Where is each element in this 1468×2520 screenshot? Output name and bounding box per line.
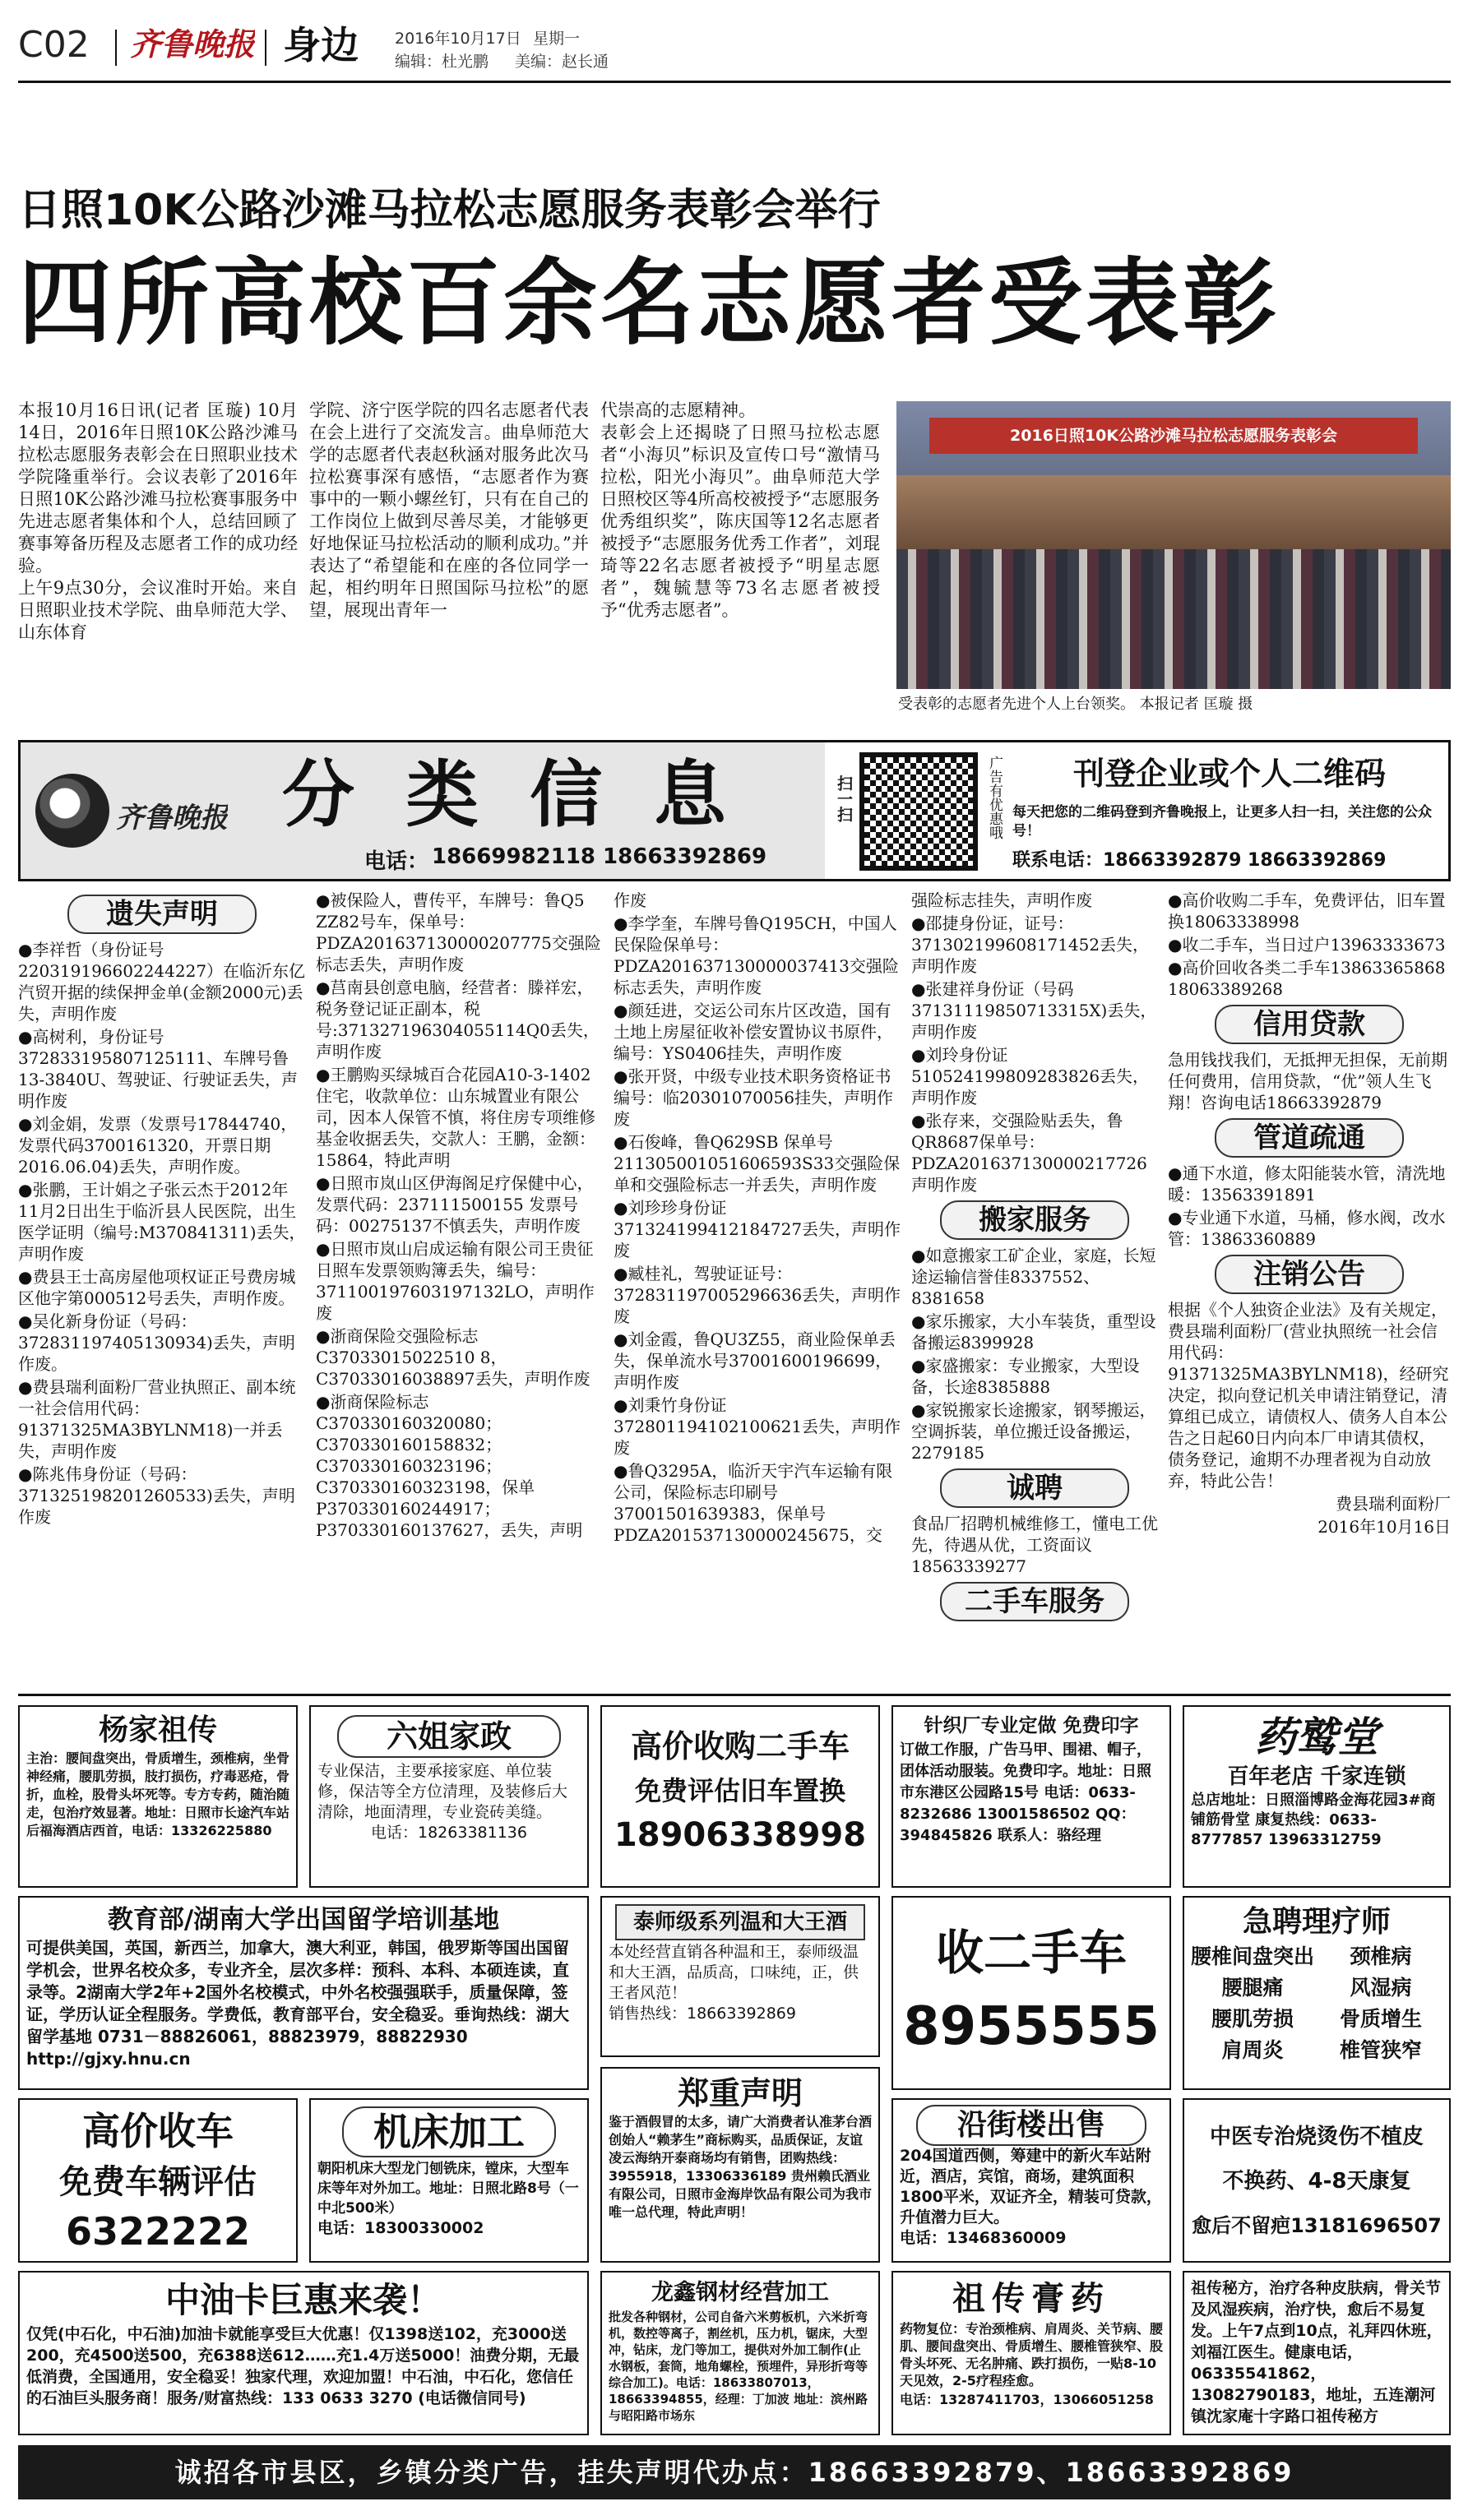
ad-phone: 8955555 (903, 1996, 1160, 2057)
list-item: ●费县王士高房屋他项权证正号费房城区他字第000512号丢失，声明作废。 (18, 1267, 296, 1308)
list-item: ●臧桂礼，驾驶证证号：372831197005296636丢失，声明作废 (614, 1264, 901, 1326)
classified-column-3 (614, 890, 901, 1679)
ad-body: 可提供美国，英国，新西兰，加拿大，澳大利亚，韩国，俄罗斯等国出国留学机会，世界名校众多，专业齐全，层次多样：预科、本科、本硕连读，直录等。2湖南大学2年+2国外名校模式，中外名校强强联手，质量保障，签证，学历认证全程服务。学费低，教育部平台，安全稳妥。垂询热线：湖大留学基地 0731－88826061，88823979，88822930 http://gjxy.hnu.cn (26, 1938, 569, 2069)
ad-plaster (891, 2271, 1171, 2435)
ad-steel (600, 2271, 880, 2435)
ad-burn-treatment (1183, 2098, 1451, 2263)
list-item: 强险标志挂失，声明作废 (911, 890, 1092, 910)
issue-date: 2016年10月17日 (395, 30, 521, 48)
ad-title: 泰师级系列温和大王酒 (615, 1904, 865, 1940)
ad-title: 祖传膏药 (952, 2280, 1110, 2318)
list-item: ●邵捷身份证，证号：371302199608171452丢失，声明作废 (911, 913, 1150, 976)
classified-column-2 (316, 890, 604, 1679)
newspaper-logo-icon (35, 774, 109, 848)
photo-caption: 受表彰的志愿者先进个人上台领奖。 本报记者 匡璇 摄 (898, 696, 1253, 713)
ad-street-building (891, 2098, 1171, 2263)
list-item: ●浙商保险交强险标志C37033015022510 8，C37033016038897丢失，声明作废 (316, 1326, 590, 1389)
list-item: ●刘玲身份证510524199809283826丢失，声明作废 (911, 1045, 1150, 1107)
list-item: ●收二手车，当日过户13963333673 (1168, 935, 1446, 955)
ad-line-3: 愈后不留疤13181696507 (1192, 2214, 1442, 2237)
classified-column-1 (18, 890, 306, 1679)
ad-body: 204国道西侧，筹建中的新火车站附近，酒店，宾馆，商场，建筑面积1800平米，双证齐全，精装可贷款，升值潜力巨大。 (900, 2147, 1162, 2226)
ad-title: 郑重声明 (677, 2075, 803, 2111)
ad-item: 颈椎病 (1350, 1944, 1412, 1968)
list-item: ●专业通下水道，马桶，修水阀，改水管：13863360889 (1168, 1208, 1446, 1249)
ad-line-1: 高价收车 (82, 2109, 234, 2153)
article-kicker: 日照10K公路沙滩马拉松志愿服务表彰会举行 (18, 186, 881, 235)
list-item: ●陈兆伟身份证（号码：371325198201260533)丢失，声明作废 (18, 1464, 295, 1527)
classified-logo-text: 齐鲁晚报 (116, 802, 228, 835)
ad-title: 龙鑫钢材经营加工 (651, 2280, 829, 2305)
scan-label: 扫一扫 (835, 775, 853, 822)
deregistration-sign: 费县瑞利面粉厂 (1336, 1494, 1451, 1514)
qr-code-icon (859, 752, 978, 871)
ad-solemn-statement (600, 2067, 880, 2263)
ad-body: 仅凭(中石化，中石油)加油卡就能享受巨大优惠！仅1398送102，充3000送200，充4500送500，充6388送612……充1.4万送5000！油费分期，无最低消费，全国通用，安全稳妥！独家代理，欢迎加盟！中石油，中石化，您信任的石油巨头服务商！服务/财富热线：133 0633 3270 (电话微信同号) (26, 2325, 580, 2407)
ad-line-1: 中医专治烧烫伤不植皮 (1209, 2125, 1424, 2149)
list-item: ●颜廷进，交运公司东片区改造，国有土地上房屋征收补偿安置协议书原件，编号：YS0406挂失，声明作废 (614, 1001, 893, 1063)
ad-body: 主治：腰间盘突出，骨质增生，颈椎病，坐骨神经痛，腰肌劳损，肢打损伤，疗毒恶疮，骨折，血栓，股骨头坏死等。专方专药，随治随走，包治疗效显著。地址：日照市长途汽车站后福海酒店西首，电话：13326225880 (26, 1750, 290, 1838)
ad-machining (309, 2098, 589, 2263)
masthead-divider-2 (265, 30, 266, 66)
ad-buy-used-car-2 (891, 1896, 1171, 2090)
ad-title: 针织厂专业定做 免费印字 (924, 1715, 1139, 1736)
list-item: ●如意搬家工矿企业，家庭，长短途运输信誉佳8337552、8381658 (911, 1246, 1156, 1308)
ad-body: 订做工作服，广告马甲、围裙、帽子，团体活动服装。免费印字。地址：日照市东港区公园路15号 电话：0633-8232686 13001586502 QQ：394845826 联系人：骆经理 (900, 1741, 1151, 1844)
photo-stage-banner: 2016日照10K公路沙滩马拉松志愿服务表彰会 (929, 418, 1418, 454)
list-item: ●张建祥身份证（号码37131119850713315X)丢失，声明作废 (911, 979, 1157, 1042)
ad-item: 风湿病 (1350, 1976, 1412, 2000)
hiring-heading: 诚聘 (940, 1468, 1129, 1508)
ad-phone: 电话：13287411703，13066051258 (900, 2392, 1154, 2407)
classified-phone-label: 电话： (364, 849, 429, 874)
lost-notice-heading: 遗失声明 (67, 895, 257, 934)
list-item: ●家盛搬家：专业搬家，大型设备，长途8385888 (911, 1356, 1140, 1397)
credit-loan-heading: 信用贷款 (1215, 1005, 1404, 1044)
ad-line-2: 不换药、4-8天康复 (1222, 2169, 1411, 2194)
ad-sell-car (18, 2098, 298, 2263)
promo-label: 广告有优惠哦 (986, 756, 1003, 839)
list-item: ●日照市岚山区伊海阁足疗保健中心，发票代码：237111500155 发票号码：00275137不慎丢失，声明作废 (316, 1173, 594, 1236)
ad-body: 批发各种钢材，公司自备六米剪板机，六米折弯机，数控等离子，割丝机，压力机，锯床，大型冲，钻床，龙门等加工，提供对外加工制作(止水钢板，套筒，地角螺栓，预埋件，异形折弯等综合加工)。电话：18633807013，18663394855，经理：丁加波 地址：滨州路与昭阳路市场东 (609, 2310, 868, 2423)
list-item: ●日照市岚山启成运输有限公司王贵征日照车发票领购簿丢失，编号：371100197603197132LO，声明作废 (316, 1239, 595, 1323)
page-number: C02 (18, 25, 90, 66)
credit-loan-text: 急用钱找我们，无抵押无担保，无前期任何费用，信用贷款，“优”领人生飞翔！咨询电话18663392879 (1168, 1050, 1447, 1112)
list-item: ●浙商保险标志C370330160320080；C370330160158832；C370330160323196；C370330160323198，保单P370330160244917；P370330160137627，丢失，声明 (316, 1392, 583, 1540)
ad-buy-used-car (600, 1705, 880, 1888)
ad-phone: 电话：13468360009 (900, 2229, 1067, 2247)
ad-title: 沿街楼出售 (916, 2105, 1146, 2146)
designer: 美编：赵长通 (515, 53, 609, 71)
list-item: ●家乐搬家，大小车装货，重型设备搬运8399928 (911, 1311, 1156, 1352)
list-item: ●通下水道，修太阳能装水管，清洗地暖：13563391891 (1168, 1163, 1446, 1205)
editor: 编辑：杜光鹏 (395, 53, 489, 71)
moving-service-heading: 搬家服务 (940, 1200, 1129, 1240)
classified-column-5 (1168, 890, 1451, 1679)
ad-herbal-clinic (1183, 1705, 1451, 1888)
list-item: 作废 (614, 890, 646, 910)
masthead-divider (115, 30, 117, 66)
list-item: ●高价回收各类二手车13863365868 18063389268 (1168, 958, 1446, 999)
hiring-text: 食品厂招聘机械维修工，懂电工优先，待遇从优，工资面议18563339277 (911, 1514, 1158, 1576)
list-item: ●张存来，交强险贴丢失，鲁QR8687保单号：PDZA201637130000217726声明作废 (911, 1111, 1147, 1195)
list-item: ●刘金霞，鲁QU3Z55，商业险保单丢失，保单流水号37001600196699，声明作废 (614, 1329, 896, 1392)
ad-phone: 销售热线：18663392869 (609, 2004, 796, 2023)
ad-title: 六姐家政 (337, 1715, 561, 1758)
ad-line-1: 收二手车 (935, 1925, 1127, 1981)
ad-hiring-therapist (1183, 1896, 1451, 2090)
list-item: ●张鹏，王计娟之子张云杰于2012年11月2日出生于临沂县人民医院，出生医学证明（编号:M370841311)丢失，声明作废 (18, 1180, 306, 1264)
classified-column-4 (911, 890, 1158, 1679)
deregistration-text: 根据《个人独资企业法》及有关规定，费县瑞利面粉厂(营业执照统一社会信用代码：91371325MA3BYLNM18)，经研究决定，拟向登记机关申请注销登记，清算组已成立，请债权人、债务人自本公告之日起60日内向本厂申请其债权，债务登记，逾期不办理者视为自动放弃，特此公告！ (1168, 1300, 1449, 1491)
list-item: ●费县瑞利面粉厂营业执照正、副本统一社会信用代码：91371325MA3BYLNM18)一并丢失，声明作废 (18, 1377, 296, 1461)
ad-line-1: 高价收购二手车 (630, 1728, 850, 1764)
article-column-3: 代崇高的志愿精神。 表彰会上还揭晓了日照马拉松志愿者“小海贝”标识及宣传口号“激情马拉松，阳光小海贝”。曲阜师范大学日照校区等4所高校被授予“志愿服务优秀组织奖”，陈庆国等12名志愿者被授予“志愿服务优秀工作者”，刘琨琦等22名志愿者被授予“明星志愿者”，魏毓慧等73名志愿者被授予“优秀志愿者”。 (600, 400, 880, 620)
classified-phones: 18669982118 18663392869 (432, 844, 767, 869)
ad-line-2: 免费评估旧车置换 (634, 1775, 845, 1806)
section-name: 身边 (283, 23, 359, 67)
list-item: ●李祥哲（身份证号220319196602244227）在临沂东亿汽贸开据的续保押金单(金额2000元)丢失，声明作废 (18, 940, 306, 1024)
ad-wine (600, 1896, 880, 2057)
list-item: ●鲁Q3295A，临沂天宇汽车运输有限公司，保险标志印刷号37001501639383，保单号PDZA201537130000245675，交 (614, 1461, 893, 1545)
ad-body: 本处经营直销各种温和王，泰师级温和大王酒，品质高，口味纯，正，供王者风范！ (609, 1943, 859, 2002)
masthead-rule (18, 81, 1451, 83)
qr-ad-title: 刊登企业或个人二维码 (1072, 756, 1386, 792)
deregistration-heading: 注销公告 (1215, 1255, 1404, 1294)
ad-title: 杨家祖传 (98, 1713, 217, 1747)
ad-item: 椎管狭窄 (1339, 2038, 1422, 2062)
used-car-heading: 二手车服务 (940, 1582, 1129, 1621)
ad-title: 急聘理疗师 (1242, 1905, 1391, 1939)
qr-ad-contact: 联系电话：18663392879 18663392869 (1012, 850, 1387, 871)
ads-top-rule (18, 1694, 1451, 1696)
ad-item: 肩周炎 (1221, 2038, 1284, 2062)
ad-fuel-card (18, 2271, 589, 2435)
issue-weekday: 星期一 (533, 30, 581, 48)
ad-body: 总店地址：日照淄博路金海花园3#商铺筋骨堂 康复热线：0633-8777857 13963312759 (1191, 1792, 1436, 1848)
list-item: ●被保险人，曹传平，车牌号：鲁Q5 ZZ82号车，保单号：PDZA201637130000207775交强险标志丢失，声明作废 (316, 890, 601, 974)
list-item: ●高价收购二手车，免费评估，旧车置换18063338998 (1168, 890, 1446, 932)
ad-body: 鉴于酒假冒的太多，请广大消费者认准茅台酒创始人“赖茅生”商标购买，品质保证，友谊凌云海纳开泰商场均有销售，团购热线：3955918，13306336189 贵州赖氏酒业有限公司，日照市金海岸饮品有限公司为我市唯一总代理，特此声明！ (609, 2114, 873, 2220)
photo-audience (896, 549, 1451, 689)
ad-subtitle: 百年老店 千家连锁 (1227, 1764, 1406, 1789)
ad-phone: 18906338998 (614, 1816, 867, 1854)
list-item: ●李学奎，车牌号鲁Q195CH，中国人民保险保单号：PDZA201637130000037413交强险标志丢失，声明作废 (614, 913, 899, 997)
deregistration-date: 2016年10月16日 (1317, 1517, 1451, 1537)
masthead (0, 0, 1468, 82)
photo-stage (896, 475, 1451, 549)
list-item: ●吴化新身份证（号码：372831197405130934)丢失，声明作废。 (18, 1311, 295, 1374)
article-photo (896, 401, 1451, 689)
ad-item: 骨质增生 (1339, 2007, 1422, 2031)
classified-header (18, 740, 1451, 881)
list-item: ●王鹏购买绿城百合花园A10-3-1402住宅，收款单位：山东城置业有限公司，因本人保管不慎，将住房专项维修基金收据丢失，交款人：王鹏，金额：15864，特此声明 (316, 1065, 595, 1170)
article-headline: 四所高校百余名志愿者受表彰 (18, 250, 1280, 357)
list-item: ●刘珍珍身份证371324199412184727丢失，声明作废 (614, 1198, 901, 1260)
article-column-2: 学院、济宁医学院的四名志愿者代表在会上进行了交流发言。曲阜师范大学的志愿者代表赵秋涵对服务此次马拉松赛事深有感悟，“志愿者作为赛事中的一颗小螺丝钉，只有在自己的工作岗位上做到尽善尽美，才能够更好地保证马拉松活动的顺利成功。”并表达了“希望能和在座的各位同学一起，相约明年日照国际马拉松”的愿望，展现出青年一 (309, 400, 589, 620)
article-column-1: 本报10月16日讯(记者 匡璇) 10月14日，2016年日照10K公路沙滩马拉松志愿服务表彰会在日照职业技术学院隆重举行。会议表彰了2016年日照10K公路沙滩马拉松赛事服务中先进志愿者集体和个人，总结回顾了赛事筹备历程及志愿者工作的成功经验。 上午9点30分，会议准时开始。来自日照职业技术学院、曲阜师范大学、山东体育 (18, 400, 298, 642)
ad-items (1191, 1942, 1443, 2065)
ad-title: 中油卡巨惠来袭！ (164, 2280, 442, 2320)
ad-title: 药鹫堂 (1255, 1713, 1378, 1761)
list-item: ●刘金娟，发票（发票号17844740，发票代码3700161320，开票日期2016.06.04)丢失，声明作废。 (18, 1114, 298, 1177)
ad-sixth-sister-housekeeping (309, 1705, 589, 1888)
list-item: ●家锐搬家长途搬家，钢琴搬运，空调拆装，单位搬迁设备搬运，2279185 (911, 1400, 1156, 1463)
qr-ad-subtitle: 每天把您的二维码登到齐鲁晚报上，让更多人扫一扫，关注您的公众号！ (1012, 804, 1432, 839)
classified-title-block (21, 742, 825, 879)
list-item: ●莒南县创意电脑，经营者：滕祥宏，税务登记证正副本，税号:371327196304055114Q0丢失，声明作废 (316, 978, 600, 1061)
list-item: ●高树利，身份证号372833195807125111、车牌号鲁13-3840U、驾驶证、行驶证丢失，声明作废 (18, 1027, 298, 1111)
ad-body: 朝阳机床大型龙门刨铣床，镗床，大型车床等年对外加工。地址：日照北路8号（一中北500米） (317, 2161, 579, 2217)
ad-item: 腰椎间盘突出 (1191, 1944, 1315, 1968)
ad-item: 腰肌劳损 (1211, 2007, 1294, 2031)
ad-line-2: 免费车辆评估 (59, 2163, 257, 2201)
ad-item: 腰腿痛 (1221, 1976, 1284, 2000)
footer-text: 诚招各市县区，乡镇分类广告，挂失声明代办点：18663392879、18663392869 (174, 2457, 1294, 2488)
ad-body: 专业保洁，主要承接家庭、单位装修，保洁等全方位清理，及装修后大清除，地面清理，专业瓷砖美缝。 (317, 1762, 568, 1821)
ad-body: 药物复位：专治颈椎病、肩周炎、关节病、腰肌、腰间盘突出、骨质增生、腰椎管狭窄、股骨头坏死、无名肿痛、跌打损伤，一贴8-10天见效，2-5疗程痊愈。 (900, 2321, 1164, 2388)
ad-body: 祖传秘方，治疗各种皮肤病，骨关节及风湿疾病，治疗快，愈后不易复发。上午7点到10点，礼拜四休班，刘福江医生。健康电话，06335541862，13082790183，地址，五连潮河镇沈家庵十字路口祖传秘方 (1191, 2279, 1443, 2425)
list-item: ●石俊峰，鲁Q629SB 保单号211305001051606593S33交强险保单和交强险标志一并丢失，声明作废 (614, 1132, 901, 1195)
classified-title: 分 类 信 息 (282, 754, 739, 836)
ad-phone: 电话：18263381136 (371, 1824, 527, 1842)
ad-skin-remedy (1183, 2271, 1451, 2435)
list-item: ●张开贤，中级专业技术职务资格证书编号：临20301070056挂失，声明作废 (614, 1066, 893, 1129)
list-item: ●刘秉竹身份证372801194102100621丢失，声明作废 (614, 1395, 901, 1458)
paper-logo: 齐鲁晚报 (130, 25, 256, 62)
drain-service-heading: 管道疏通 (1215, 1118, 1404, 1158)
ad-phone: 电话：18300330002 (317, 2219, 484, 2237)
ad-title: 机床加工 (342, 2106, 556, 2157)
ad-study-abroad (18, 1896, 589, 2090)
footer-bar (18, 2445, 1451, 2499)
ad-phone: 6322222 (65, 2209, 251, 2254)
ad-yang-family (18, 1705, 298, 1888)
ad-title: 教育部/湖南大学出国留学培训基地 (107, 1905, 500, 1935)
ad-knitting-factory (891, 1705, 1171, 1888)
